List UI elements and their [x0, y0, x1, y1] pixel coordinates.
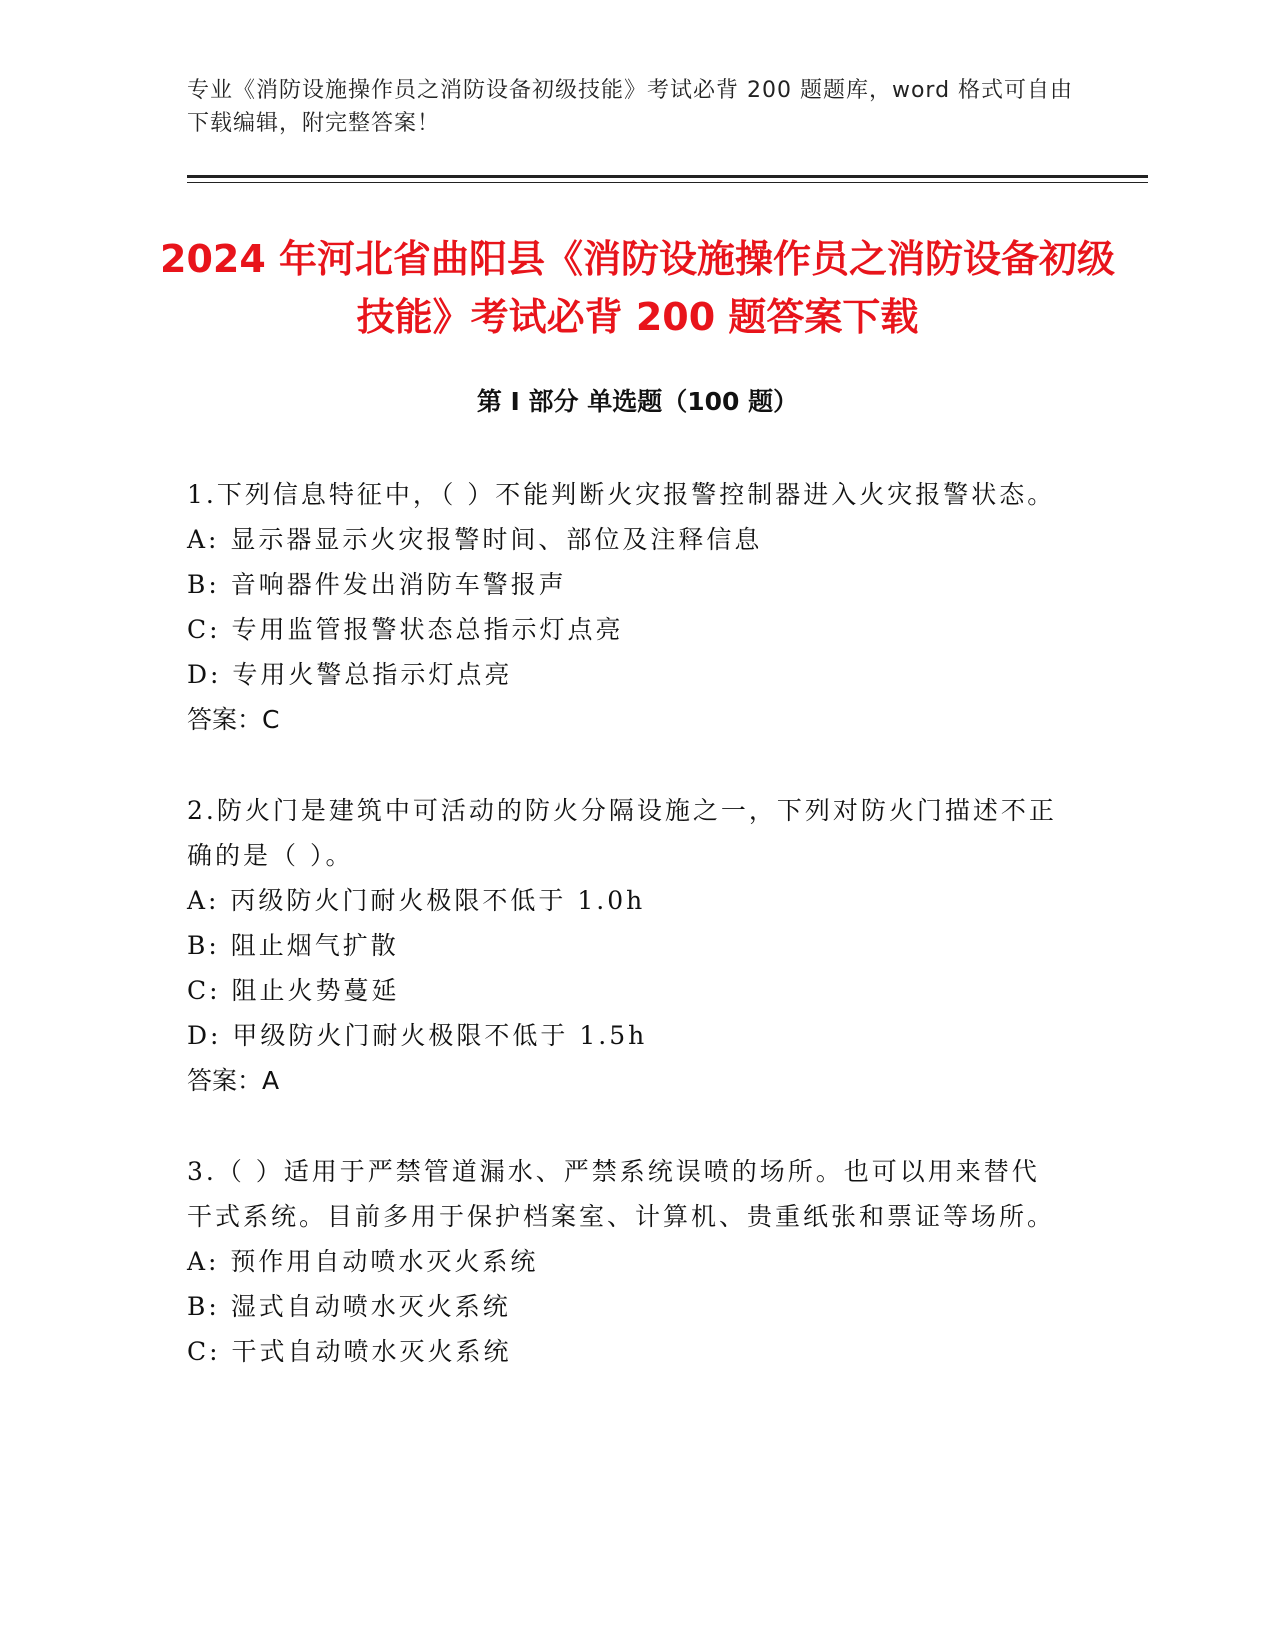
- document-title: 2024 年河北省曲阳县《消防设施操作员之消防设备初级技能》考试必背 200 题答案下载: [160, 237, 1115, 339]
- question-option: D: 专用火警总指示灯点亮: [187, 660, 513, 689]
- question-option: B: 音响器件发出消防车警报声: [187, 570, 567, 599]
- question-option: A: 丙级防火门耐火极限不低于 1.0h: [187, 886, 646, 915]
- question-answer: 答案：C: [187, 705, 280, 734]
- question-stem: 1.下列信息特征中，（ ）不能判断火灾报警控制器进入火灾报警状态。: [187, 480, 1056, 509]
- header-rule-thick: [187, 175, 1148, 178]
- question-option: B: 湿式自动喷水灭火系统: [187, 1292, 511, 1321]
- question-answer: 答案：A: [187, 1066, 280, 1095]
- question-1: [187, 472, 1067, 742]
- question-option: D: 甲级防火门耐火极限不低于 1.5h: [187, 1021, 648, 1050]
- intro-text: 专业《消防设施操作员之消防设备初级技能》考试必背 200 题题库，word 格式可自由下载编辑，附完整答案！: [187, 78, 1074, 136]
- question-option: C: 专用监管报警状态总指示灯点亮: [187, 615, 624, 644]
- question-option: C: 干式自动喷水灭火系统: [187, 1337, 512, 1366]
- question-option: C: 阻止火势蔓延: [187, 976, 400, 1005]
- question-2: [187, 788, 1067, 1103]
- question-option: A: 显示器显示火灾报警时间、部位及注释信息: [187, 525, 763, 554]
- question-3: [187, 1149, 1067, 1374]
- question-option: A: 预作用自动喷水灭火系统: [187, 1247, 539, 1276]
- question-stem: 2.防火门是建筑中可活动的防火分隔设施之一，下列对防火门描述不正确的是（ ）。: [187, 796, 1057, 870]
- section-heading: 第 I 部分 单选题（100 题）: [476, 387, 799, 416]
- header-rule-thin: [187, 182, 1148, 183]
- question-option: B: 阻止烟气扩散: [187, 931, 399, 960]
- question-list: [187, 472, 1067, 1420]
- question-stem: 3.（ ）适用于严禁管道漏水、严禁系统误喷的场所。也可以用来替代干式系统。目前多用于保护档案室、计算机、贵重纸张和票证等场所。: [187, 1157, 1056, 1231]
